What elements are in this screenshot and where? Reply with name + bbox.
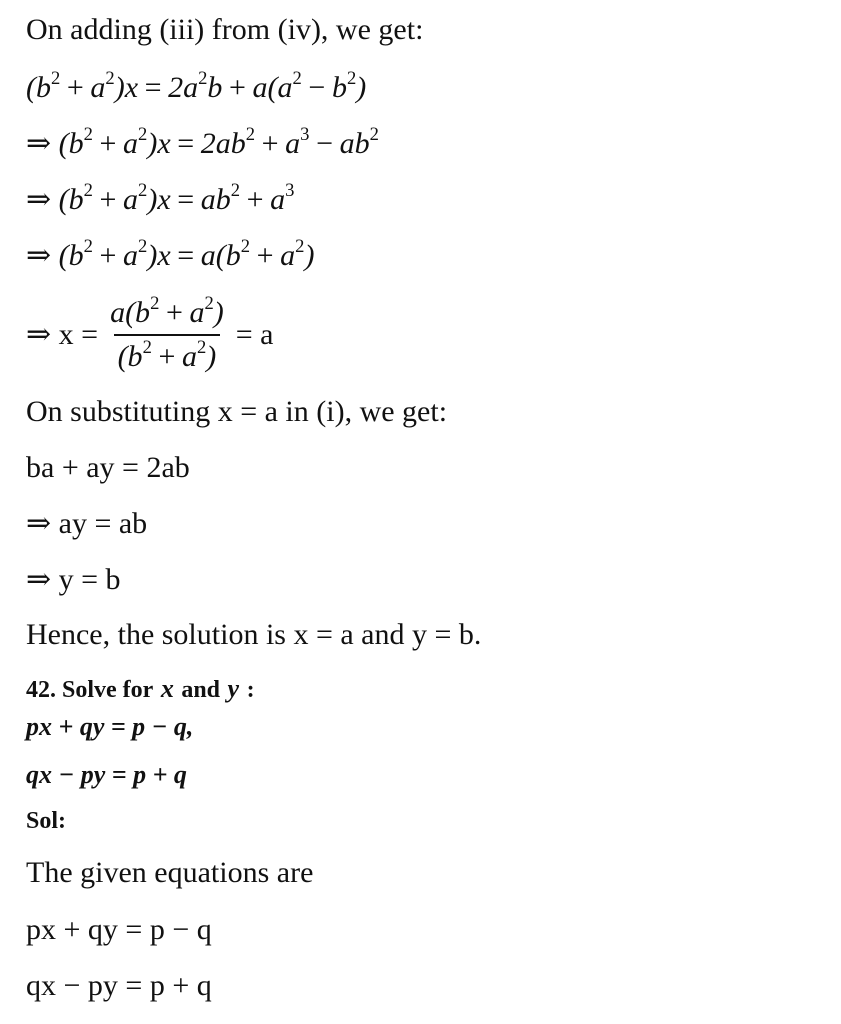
text-line-given: The given equations are [26, 856, 314, 889]
fraction-rhs: = a [235, 318, 274, 351]
text-line-y-b: ⇒ y = b [26, 563, 121, 596]
question-and: and [181, 677, 221, 703]
text-line-substituting: On substituting x = a in (i), we get: [26, 395, 448, 428]
implies-arrow: ⇒ [26, 127, 52, 160]
equation-fraction [26, 293, 274, 374]
equation-line-1: $(b^2 + a^2)x = 2a^2b + a(a^2 - b^2)$ [26, 68, 367, 104]
equation-line-3: ⇒ $(b^2 + a^2)x = ab^2 + a^3$ [26, 180, 295, 216]
question-var-y: y [227, 674, 240, 703]
equation-line-4: ⇒ $(b^2 + a^2)x = a(b^2 + a^2)$ [26, 236, 315, 272]
text-line-given-eq-2: qx − py = p + q [26, 969, 212, 1002]
sol-label: Sol: [26, 808, 67, 834]
fraction-numerator: $a(b^2 + a^2)$ [110, 293, 224, 329]
fraction-denominator: $(b^2 + a^2)$ [114, 334, 221, 374]
implies-arrow: ⇒ [26, 183, 52, 216]
question-colon: : [246, 677, 255, 703]
question-var-x: x [160, 674, 174, 703]
question-heading [26, 670, 255, 706]
text-line-adding: On adding (iii) from (iv), we get: [26, 13, 424, 46]
implies-arrow: ⇒ [26, 239, 52, 272]
fraction-lhs: ⇒ x = [26, 318, 99, 351]
text-line-given-eq-1: px + qy = p − q [26, 913, 212, 946]
equation-line-2: ⇒ $(b^2 + a^2)x = 2ab^2 + a^3 - ab^2$ [26, 124, 379, 160]
question-equation-2: qx − py = p + q [26, 760, 187, 789]
text-line-hence: Hence, the solution is x = a and y = b. [26, 618, 482, 651]
text-line-ay-ab: ⇒ ay = ab [26, 507, 148, 540]
question-equation-1: px + qy = p − q, [26, 712, 194, 741]
text-line-ba-ay: ba + ay = 2ab [26, 451, 190, 484]
question-number: 42. Solve for [26, 677, 154, 703]
fraction [106, 293, 228, 374]
